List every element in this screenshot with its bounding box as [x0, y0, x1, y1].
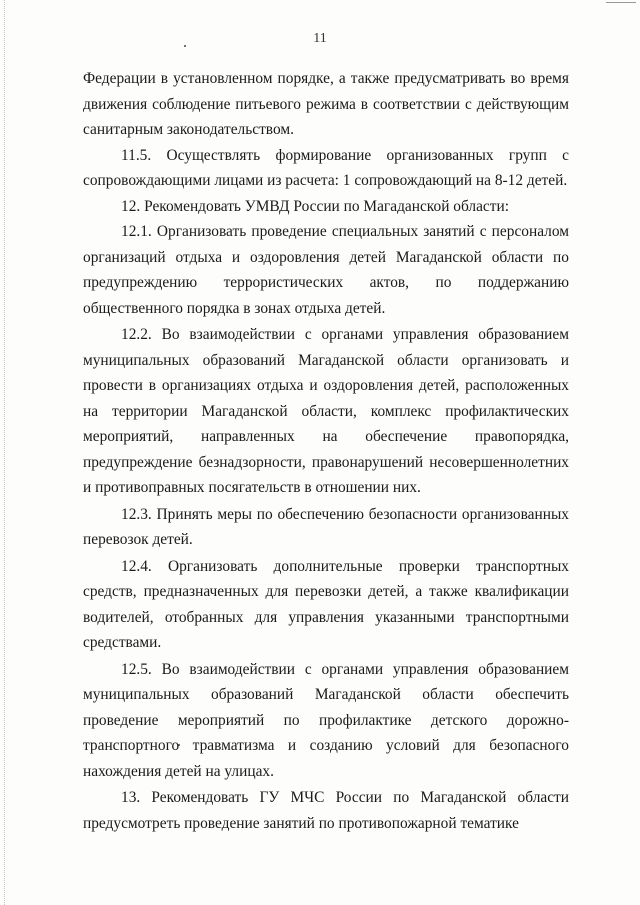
- paragraph-13: 13. Рекомендовать ГУ МЧС России по Магаданской области предусмотреть проведение занятий по противопожарной тематике: [83, 789, 569, 832]
- scan-corner-mark: [606, 2, 636, 3]
- paragraph-11-5: 11.5. Осуществлять формирование организованных групп с сопровождающими лицами из расчета: 1 сопровождающий на 8-12 детей.: [83, 146, 569, 189]
- paragraph-12-1: 12.1. Организовать проведение специальных занятий с персоналом организаций отдыха и оздоровления детей Магаданской области по предупреждению террористических актов, по поддержанию общественного порядка в зонах отдыха детей.: [83, 223, 569, 317]
- scan-margin-line: [4, 0, 6, 905]
- paragraph-continuation: Федерации в установленном порядке, а также предусматривать во время движения соблюдение питьевого режима в соответствии с действующим санитарным законодательством.: [83, 70, 569, 138]
- paragraph-12-4: 12.4. Организовать дополнительные проверки транспортных средств, предназначенных для перевозки детей, а также квалификации водителей, отобранных для управления указанными транспортными средствами.: [83, 557, 569, 651]
- paragraph-12: 12. Рекомендовать УМВД России по Магаданской области:: [121, 197, 510, 215]
- page-number: 11: [313, 31, 327, 46]
- paragraph-12-2: 12.2. Во взаимодействии с органами управления образованием муниципальных образований Магаданской области организовать и провести в организациях отдыха и оздоровления детей, расположенных на территории Магаданской области, комплекс профилактических мероприятий, направленных на обеспечение правопорядка, предупреждение безнадзорности, правонарушений несовершеннолетних и противоправных посягательств в отношении них.: [83, 326, 569, 496]
- paragraph-12-5: 12.5. Во взаимодействии с органами управления образованием муниципальных образований Магаданской области обеспечить проведение мероприятий по профилактике детского дорожно-транспортного травматизма и созданию условий для безопасного нахождения детей на улицах.: [83, 660, 569, 780]
- document-body: [83, 66, 569, 836]
- paragraph-12-3: 12.3. Принять меры по обеспечению безопасности организованных перевозок детей.: [83, 505, 569, 548]
